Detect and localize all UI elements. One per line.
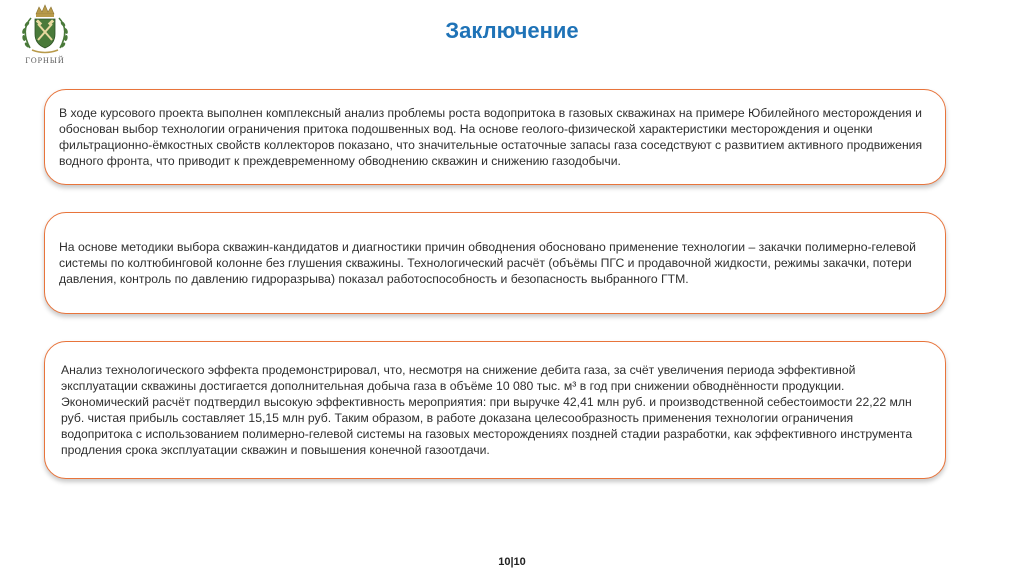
conclusion-block-2 (44, 212, 946, 314)
logo-caption: ГОРНЫЙ (25, 56, 65, 65)
conclusion-block-3 (44, 341, 946, 479)
block-text: Анализ технологического эффекта продемонстрировал, что, несмотря на снижение дебита газа, за счёт увеличения периода эффективной эксплуатации скважины достигается дополнительная добыча газа в объёме 10 080 тыс. м³ в год при снижении обводнённости продукции. Экономический расчёт подтвердил высокую эффективность мероприятия: при выручке 42,41 млн руб. и производственной себестоимости 22,22 млн руб. чистая прибыль составляет 15,15 млн руб. Таким образом, в работе доказана целесообразность применения технологии ограничения водопритока с использованием полимерно-гелевой системы на газовых месторождениях поздней стадии разработки, как эффективного инструмента продления срока эксплуатации скважин и повышения конечной газоотдачи. (61, 363, 913, 457)
block-text: На основе методики выбора скважин-кандидатов и диагностики причин обводнения обосновано применение технологии – закачки полимерно-гелевой системы по колтюбинговой колонне без глушения скважины. Технологический расчёт (объёмы ПГС и продавочной жидкости, режимы закачки, потери давления, контроль по давлению гидроразрыва) показал работоспособность и безопасность выбранного ГТМ. (59, 240, 916, 286)
conclusion-block-1 (44, 89, 946, 185)
page-title: Заключение (445, 18, 579, 43)
page-number: 10|10 (498, 556, 526, 568)
block-text: В ходе курсового проекта выполнен комплексный анализ проблемы роста водопритока в газовых скважинах на примере Юбилейного месторождения и обоснован выбор технологии ограничения притока подошвенных вод. На основе геолого-физической характеристики месторождения и оценки фильтрационно-ёмкостных свойств коллекторов показано, что значительные остаточные запасы газа соседствуют с развитием активного продвижения водного фронта, что приводит к преждевременному обводнению скважин и снижению газодобычи. (59, 106, 923, 168)
